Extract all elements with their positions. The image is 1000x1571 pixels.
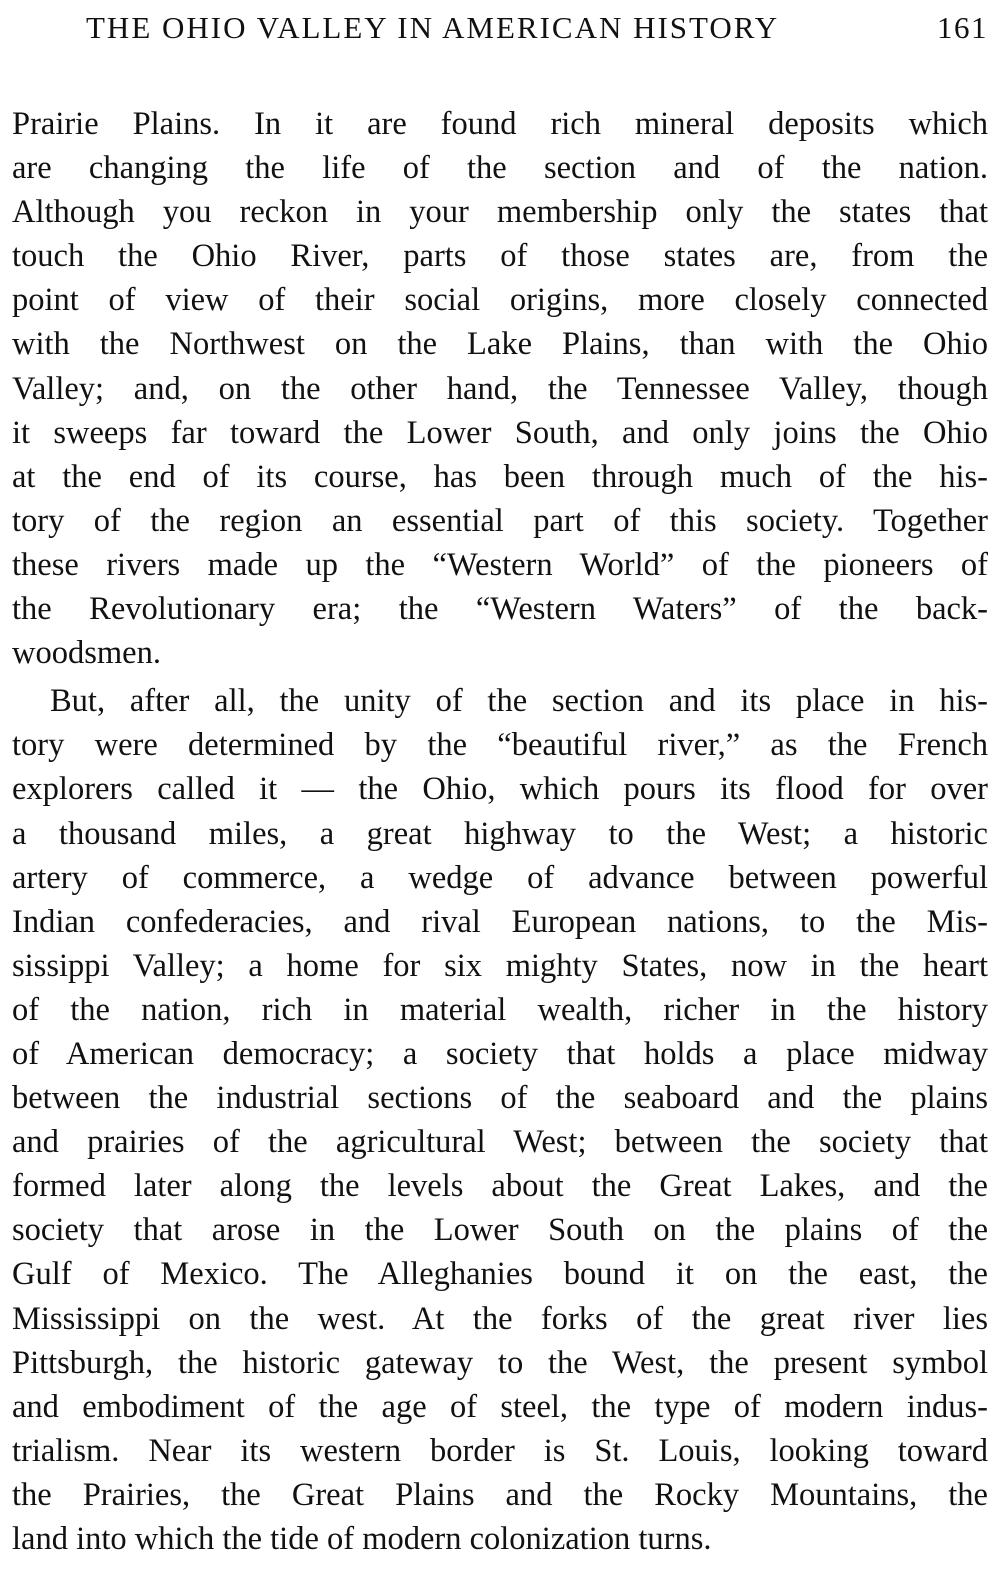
text-line: and embodiment of the age of steel, the type of modern indus- bbox=[12, 1388, 988, 1425]
paragraph-1 bbox=[12, 102, 988, 675]
text-line: explorers called it — the Ohio, which pours its flood for over bbox=[12, 771, 988, 808]
text-line: tory of the region an essential part of this society. Together bbox=[12, 502, 988, 539]
running-head-title: THE OHIO VALLEY IN AMERICAN HISTORY bbox=[86, 10, 780, 45]
text-line: of the nation, rich in material wealth, richer in the history bbox=[12, 991, 988, 1028]
text-line: artery of commerce, a wedge of advance between powerful bbox=[12, 859, 988, 896]
running-head bbox=[12, 10, 988, 58]
paragraph-2 bbox=[12, 679, 988, 1561]
text-line: woodsmen. bbox=[12, 635, 161, 672]
text-line: and prairies of the agricultural West; between the society that bbox=[12, 1124, 988, 1161]
text-line: Valley; and, on the other hand, the Tennessee Valley, though bbox=[12, 370, 988, 407]
text-line: at the end of its course, has been through much of the his- bbox=[12, 458, 988, 495]
body-text bbox=[12, 102, 988, 1561]
text-line: Prairie Plains. In it are found rich mineral deposits which bbox=[12, 106, 988, 142]
text-line: with the Northwest on the Lake Plains, than with the Ohio bbox=[12, 326, 988, 363]
text-line: trialism. Near its western border is St. Louis, looking toward bbox=[12, 1432, 988, 1469]
text-line: it sweeps far toward the Lower South, and only joins the Ohio bbox=[12, 414, 988, 451]
book-page bbox=[12, 10, 988, 1561]
text-line: the Revolutionary era; the “Western Waters” of the back- bbox=[12, 591, 988, 628]
page-number: 161 bbox=[937, 10, 988, 45]
text-line: point of view of their social origins, more closely connected bbox=[12, 282, 988, 319]
text-line: between the industrial sections of the seaboard and the plains bbox=[12, 1080, 988, 1117]
text-line: Pittsburgh, the historic gateway to the West, the present symbol bbox=[12, 1344, 988, 1381]
text-line: But, after all, the unity of the section and its place in his- bbox=[50, 683, 988, 720]
text-line: touch the Ohio River, parts of those states are, from the bbox=[12, 238, 988, 275]
text-line: society that arose in the Lower South on the plains of the bbox=[12, 1212, 988, 1249]
text-line: tory were determined by the “beautiful river,” as the French bbox=[12, 727, 988, 764]
text-line: these rivers made up the “Western World” of the pioneers of bbox=[12, 546, 988, 583]
text-line: the Prairies, the Great Plains and the Rocky Mountains, the bbox=[12, 1476, 988, 1513]
text-line: Although you reckon in your membership only the states that bbox=[12, 194, 988, 231]
text-line: Mississippi on the west. At the forks of the great river lies bbox=[12, 1300, 988, 1337]
text-line: Indian confederacies, and rival European nations, to the Mis- bbox=[12, 903, 988, 940]
text-line: a thousand miles, a great highway to the West; a historic bbox=[12, 815, 988, 852]
text-line: formed later along the levels about the Great Lakes, and the bbox=[12, 1168, 988, 1205]
text-line: sissippi Valley; a home for six mighty States, now in the heart bbox=[12, 947, 988, 984]
text-line: of American democracy; a society that holds a place midway bbox=[12, 1035, 988, 1072]
text-line: Gulf of Mexico. The Alleghanies bound it on the east, the bbox=[12, 1256, 988, 1293]
text-line: land into which the tide of modern colonization turns. bbox=[12, 1521, 712, 1557]
text-line: are changing the life of the section and of the nation. bbox=[12, 150, 988, 187]
